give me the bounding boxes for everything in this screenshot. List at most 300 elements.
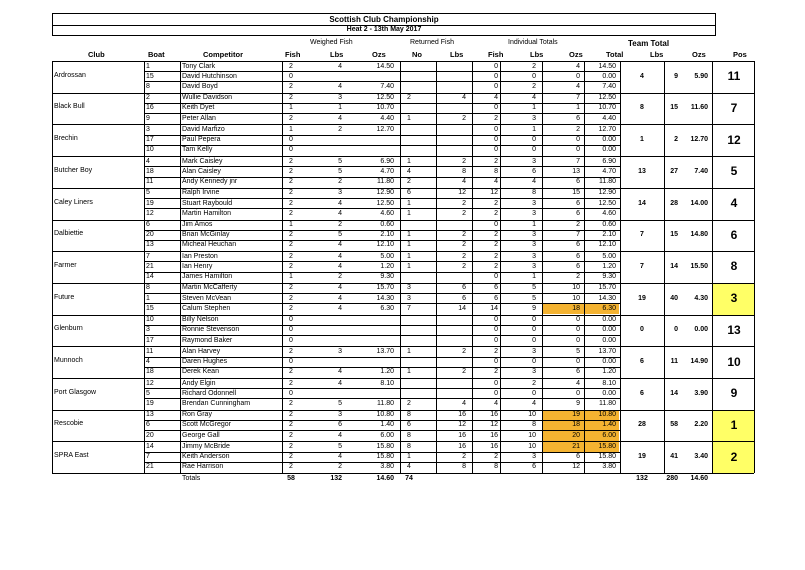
cell-rlbs	[436, 135, 466, 145]
cell-competitor: Mark Caisley	[182, 157, 223, 165]
cell-no	[400, 125, 418, 135]
cell-competitor: Martin Hamilton	[182, 209, 232, 217]
cell-boat: 8	[146, 284, 150, 292]
cell-ilbs: 9	[532, 304, 536, 312]
cell-tozs: 0.00	[602, 389, 616, 397]
group-returned: Returned Fish	[410, 39, 454, 46]
header-club: Club	[88, 50, 105, 59]
cell-lbs	[312, 389, 342, 399]
cell-ozs: 4.40	[380, 114, 394, 122]
cell-competitor: Alan Harvey	[182, 347, 221, 355]
cell-rlbs: 2	[462, 252, 466, 260]
cell-ilbs: 3	[532, 199, 536, 207]
cell-competitor: Steven McVean	[182, 294, 232, 302]
cell-ifish: 0	[494, 146, 498, 154]
cell-rlbs	[436, 325, 466, 335]
cell-no: 4	[407, 167, 411, 175]
position: 13	[727, 322, 741, 337]
club-name: Caley Liners	[54, 198, 93, 206]
cell-boat: 20	[146, 231, 154, 239]
position: 6	[730, 227, 738, 242]
cell-fish: 2	[289, 431, 293, 439]
cell-competitor: Ian Preston	[182, 252, 218, 260]
cell-ilbs: 2	[532, 82, 536, 90]
totals-team-ozs: 14.60	[690, 475, 708, 483]
cell-lbs	[312, 315, 342, 325]
cell-ozs: 4.70	[380, 167, 394, 175]
cell-boat: 7	[146, 252, 150, 260]
cell-rlbs	[436, 379, 466, 389]
team-total-lbs: 2	[674, 136, 678, 144]
cell-ozs: 12.90	[376, 189, 394, 197]
cell-competitor: Paul Pepera	[182, 136, 221, 144]
cell-tlbs: 9	[576, 399, 580, 407]
cell-competitor: Micheal Heuchan	[182, 241, 237, 249]
cell-rlbs: 16	[458, 411, 466, 419]
cell-tozs: 1.20	[602, 368, 616, 376]
cell-boat: 3	[146, 125, 150, 133]
cell-tozs: 12.10	[598, 241, 616, 249]
cell-boat: 5	[146, 189, 150, 197]
cell-ilbs: 2	[532, 379, 536, 387]
cell-competitor: James Hamilton	[182, 273, 233, 281]
cell-fish: 1	[289, 221, 293, 228]
cell-boat: 13	[146, 411, 154, 419]
cell-tozs: 9.30	[602, 273, 616, 281]
cell-fish: 0	[289, 136, 293, 144]
cell-lbs: 4	[338, 368, 342, 376]
cell-rlbs: 8	[462, 463, 466, 471]
team-total-fish: 8	[640, 104, 644, 112]
cell-ilbs: 1	[532, 221, 536, 228]
cell-fish: 2	[289, 379, 293, 387]
cell-no: 1	[407, 209, 411, 217]
cell-competitor: Brian McGinlay	[182, 231, 230, 239]
cell-ilbs: 0	[532, 316, 536, 324]
club-name: Munnoch	[54, 357, 83, 364]
totals-label: Totals	[182, 475, 201, 483]
column-divider	[500, 61, 501, 473]
cell-ozs: 2.10	[380, 231, 394, 239]
cell-boat: 15	[146, 72, 154, 80]
club-name: Port Glasgow	[54, 388, 97, 396]
cell-ozs: 6.00	[380, 431, 394, 439]
cell-competitor: David Marfizo	[182, 125, 225, 133]
team-total-fish: 4	[640, 72, 644, 80]
cell-rlbs: 4	[462, 178, 466, 185]
cell-competitor: Martin McCafferty	[182, 284, 238, 292]
cell-ilbs: 0	[532, 358, 536, 365]
cell-lbs: 1	[338, 104, 342, 112]
cell-fish: 2	[289, 347, 293, 355]
cell-tlbs: 13	[572, 167, 580, 175]
cell-no	[400, 325, 418, 335]
column-divider	[664, 61, 665, 473]
cell-tlbs: 1	[576, 104, 580, 112]
cell-no: 8	[407, 431, 411, 439]
cell-tozs: 4.60	[602, 209, 616, 217]
cell-tlbs: 7	[576, 231, 580, 239]
cell-boat: 9	[146, 114, 150, 122]
cell-tozs: 5.00	[602, 252, 616, 260]
cell-no: 1	[407, 241, 411, 249]
position: 2	[730, 449, 738, 464]
cell-fish: 2	[289, 304, 293, 312]
club-name: Future	[54, 293, 75, 301]
cell-ifish: 2	[494, 241, 498, 249]
cell-rlbs: 4	[462, 94, 466, 102]
cell-no: 1	[407, 199, 411, 207]
cell-competitor: Raymond Baker	[182, 336, 233, 344]
team-total-ozs: 12.70	[690, 136, 708, 144]
cell-boat: 12	[146, 209, 154, 217]
cell-ifish: 0	[494, 389, 498, 397]
team-total-lbs: 40	[670, 294, 678, 302]
heat-subtitle: Heat 2 - 13th May 2017	[52, 25, 716, 36]
cell-tozs: 0.00	[602, 316, 616, 324]
cell-competitor: Richard Odonnell	[182, 389, 237, 397]
cell-tozs: 14.50	[598, 62, 616, 70]
column-divider	[542, 61, 543, 473]
column-divider	[712, 61, 713, 473]
cell-fish: 0	[289, 358, 293, 365]
cell-lbs: 4	[338, 453, 342, 461]
cell-lbs: 2	[338, 273, 342, 281]
column-divider	[144, 61, 145, 473]
header-returned-lbs: Lbs	[450, 50, 464, 59]
cell-ozs: 1.20	[380, 262, 394, 270]
cell-rlbs: 2	[462, 209, 466, 217]
cell-tlbs: 0	[576, 336, 580, 344]
cell-tozs: 12.50	[598, 199, 616, 207]
cell-tozs: 7.40	[602, 82, 616, 90]
cell-tlbs: 21	[572, 442, 580, 450]
cell-ifish: 12	[490, 421, 498, 429]
cell-tlbs: 18	[572, 421, 580, 429]
cell-lbs: 2	[338, 221, 342, 228]
cell-ifish: 0	[494, 326, 498, 334]
cell-ozs: 0.60	[380, 221, 394, 228]
cell-fish: 0	[289, 316, 293, 324]
header-ind-fish: Fish	[488, 50, 504, 59]
cell-tozs: 4.70	[602, 167, 616, 175]
cell-fish: 2	[289, 178, 293, 185]
cell-ozs	[352, 357, 394, 367]
cell-fish: 2	[289, 442, 293, 450]
cell-rlbs	[436, 220, 466, 230]
cell-tlbs: 0	[576, 358, 580, 365]
cell-tozs: 14.30	[598, 294, 616, 302]
cell-ilbs: 4	[532, 94, 536, 102]
cell-boat: 21	[146, 463, 154, 471]
cell-ozs: 10.80	[376, 411, 394, 419]
cell-lbs: 4	[338, 294, 342, 302]
cell-ilbs: 10	[528, 411, 536, 419]
cell-rlbs: 12	[458, 189, 466, 197]
cell-ilbs: 0	[532, 389, 536, 397]
cell-ifish: 0	[494, 358, 498, 365]
cell-tlbs: 10	[572, 284, 580, 292]
team-total-fish: 6	[640, 389, 644, 397]
cell-boat: 5	[146, 389, 150, 397]
cell-ifish: 16	[490, 431, 498, 439]
cell-ozs: 5.00	[380, 252, 394, 260]
cell-boat: 7	[146, 453, 150, 461]
cell-competitor: Ralph Irvine	[182, 189, 220, 197]
cell-tlbs: 6	[576, 262, 580, 270]
cell-ozs: 1.20	[380, 368, 394, 376]
cell-boat: 14	[146, 273, 154, 281]
cell-no: 1	[407, 368, 411, 376]
cell-tozs: 0.00	[602, 336, 616, 344]
cell-fish: 2	[289, 231, 293, 239]
cell-no: 7	[407, 304, 411, 312]
totals-lbs: 132	[330, 475, 342, 483]
cell-competitor: Derek Kean	[182, 368, 219, 376]
team-total-ozs: 14.90	[690, 358, 708, 365]
cell-fish: 2	[289, 262, 293, 270]
team-total-fish: 28	[638, 421, 646, 429]
cell-ifish: 2	[494, 262, 498, 270]
cell-no	[400, 272, 418, 282]
cell-tlbs: 6	[576, 241, 580, 249]
position: 9	[730, 386, 738, 401]
header-fish: Fish	[285, 50, 301, 59]
cell-ilbs: 2	[532, 62, 536, 70]
column-divider	[472, 61, 473, 473]
cell-fish: 2	[289, 94, 293, 102]
cell-rlbs: 16	[458, 442, 466, 450]
cell-ifish: 0	[494, 104, 498, 112]
cell-rlbs	[436, 336, 466, 346]
cell-tlbs: 0	[576, 316, 580, 324]
cell-ilbs: 0	[532, 136, 536, 144]
cell-tlbs: 4	[576, 379, 580, 387]
header-team-ozs: Ozs	[692, 50, 706, 59]
cell-tozs: 6.90	[602, 157, 616, 165]
cell-lbs: 5	[338, 167, 342, 175]
cell-competitor: Calum Stephen	[182, 304, 231, 312]
cell-ifish: 2	[494, 209, 498, 217]
cell-boat: 19	[146, 199, 154, 207]
cell-boat: 4	[146, 157, 150, 165]
club-name: Glenburn	[54, 325, 83, 333]
cell-ifish: 2	[494, 368, 498, 376]
cell-no	[400, 315, 418, 325]
cell-ilbs: 4	[532, 399, 536, 407]
team-total-ozs: 15.50	[690, 262, 708, 270]
cell-competitor: Jimmy McBride	[182, 442, 230, 450]
cell-tozs: 6.30	[602, 304, 616, 312]
cell-boat: 10	[146, 316, 154, 324]
cell-boat: 2	[146, 94, 150, 102]
cell-ozs	[352, 336, 394, 346]
team-total-lbs: 11	[670, 358, 678, 365]
team-total-fish: 1	[640, 136, 644, 144]
cell-lbs: 4	[338, 431, 342, 439]
group-team: Team Total	[628, 39, 670, 48]
header-no: No	[412, 50, 422, 59]
cell-fish: 1	[289, 273, 293, 281]
cell-tlbs: 6	[576, 114, 580, 122]
cell-ilbs: 1	[532, 125, 536, 133]
cell-ilbs: 1	[532, 104, 536, 112]
cell-boat: 19	[146, 399, 154, 407]
cell-fish: 2	[289, 421, 293, 429]
cell-lbs: 4	[338, 241, 342, 249]
cell-lbs: 5	[338, 442, 342, 450]
cell-no	[400, 379, 418, 389]
cell-competitor: Andy Elgin	[182, 379, 216, 387]
cell-no: 1	[407, 347, 411, 355]
cell-tlbs: 7	[576, 94, 580, 102]
cell-ifish: 8	[494, 167, 498, 175]
cell-ifish: 2	[494, 114, 498, 122]
cell-ozs	[352, 72, 394, 82]
cell-tlbs: 6	[576, 368, 580, 376]
cell-ilbs: 3	[532, 252, 536, 260]
cell-rlbs: 4	[462, 399, 466, 407]
cell-competitor: David Boyd	[182, 82, 218, 90]
cell-lbs: 3	[338, 411, 342, 419]
cell-lbs: 4	[338, 252, 342, 260]
cell-rlbs: 2	[462, 157, 466, 165]
cell-lbs	[312, 325, 342, 335]
cell-ozs: 14.50	[376, 62, 394, 70]
team-total-lbs: 15	[670, 231, 678, 239]
cell-lbs	[312, 336, 342, 346]
cell-boat: 1	[146, 294, 150, 302]
cell-rlbs: 2	[462, 453, 466, 461]
cell-lbs: 3	[338, 94, 342, 102]
totals-ozs: 14.60	[376, 475, 394, 483]
cell-tlbs: 0	[576, 389, 580, 397]
cell-no: 1	[407, 157, 411, 165]
cell-tlbs: 10	[572, 294, 580, 302]
position: 1	[730, 417, 738, 432]
cell-ozs	[352, 315, 394, 325]
cell-ifish: 4	[494, 94, 498, 102]
cell-ilbs: 1	[532, 273, 536, 281]
cell-boat: 20	[146, 431, 154, 439]
cell-ozs: 15.80	[376, 442, 394, 450]
cell-tlbs: 18	[572, 304, 580, 312]
cell-ifish: 6	[494, 294, 498, 302]
team-total-lbs: 28	[670, 199, 678, 207]
cell-ozs: 15.70	[376, 284, 394, 292]
team-total-ozs: 7.40	[694, 167, 708, 175]
cell-ifish: 2	[494, 199, 498, 207]
cell-rlbs: 6	[462, 284, 466, 292]
cell-tozs: 12.70	[598, 125, 616, 133]
team-total-ozs: 4.30	[694, 294, 708, 302]
cell-lbs: 4	[338, 82, 342, 90]
cell-ilbs: 0	[532, 326, 536, 334]
cell-fish: 2	[289, 241, 293, 249]
cell-tozs: 1.20	[602, 262, 616, 270]
cell-fish: 2	[289, 199, 293, 207]
cell-ilbs: 8	[532, 189, 536, 197]
cell-tlbs: 6	[576, 453, 580, 461]
cell-tozs: 10.70	[598, 104, 616, 112]
cell-no: 8	[407, 442, 411, 450]
cell-boat: 15	[146, 304, 154, 312]
cell-rlbs: 14	[458, 304, 466, 312]
cell-tlbs: 2	[576, 125, 580, 133]
cell-no	[400, 336, 418, 346]
cell-lbs: 3	[338, 189, 342, 197]
totals-team-total: 132	[636, 475, 648, 483]
position: 3	[730, 291, 738, 306]
cell-ozs: 11.80	[377, 399, 394, 407]
cell-competitor: Keith Dyet	[182, 104, 215, 112]
club-name: Rescobie	[54, 420, 84, 428]
cell-fish: 0	[289, 326, 293, 334]
column-divider	[620, 61, 621, 473]
cell-lbs: 6	[338, 421, 342, 429]
cell-competitor: Jim Amos	[182, 221, 213, 228]
cell-fish: 1	[289, 125, 293, 133]
cell-ifish: 12	[490, 189, 498, 197]
cell-fish: 2	[289, 284, 293, 292]
cell-fish: 0	[289, 336, 293, 344]
cell-fish: 2	[289, 209, 293, 217]
cell-boat: 6	[146, 421, 150, 429]
column-divider	[400, 61, 401, 473]
cell-rlbs: 8	[462, 167, 466, 175]
cell-ozs	[352, 325, 394, 335]
cell-ifish: 0	[494, 136, 498, 144]
cell-competitor: Peter Allan	[182, 114, 216, 122]
cell-tozs: 15.80	[598, 453, 616, 461]
cell-fish: 0	[289, 389, 293, 397]
cell-tozs: 11.80	[599, 178, 616, 185]
team-total-lbs: 15	[670, 104, 678, 112]
cell-tozs: 0.00	[602, 358, 616, 365]
team-total-ozs: 3.90	[694, 389, 708, 397]
cell-tlbs: 2	[576, 273, 580, 281]
cell-ozs: 15.80	[376, 453, 394, 461]
cell-ilbs: 3	[532, 453, 536, 461]
cell-ifish: 0	[494, 72, 498, 80]
cell-rlbs: 6	[462, 294, 466, 302]
cell-fish: 2	[289, 399, 293, 407]
cell-ilbs: 0	[532, 146, 536, 154]
cell-ozs: 12.50	[376, 94, 394, 102]
position: 7	[730, 100, 738, 115]
cell-tlbs: 15	[572, 189, 580, 197]
club-name: Ardrossan	[54, 71, 86, 79]
cell-rlbs	[436, 389, 466, 399]
cell-lbs: 2	[338, 178, 342, 185]
team-total-fish: 7	[640, 262, 644, 270]
cell-tlbs: 19	[572, 411, 580, 419]
cell-lbs: 4	[338, 209, 342, 217]
column-divider	[754, 61, 755, 473]
column-divider	[584, 61, 585, 473]
cell-competitor: Ian Henry	[182, 262, 213, 270]
cell-no: 3	[407, 284, 411, 292]
cell-lbs: 3	[338, 347, 342, 355]
cell-lbs: 4	[338, 284, 342, 292]
cell-ilbs: 4	[532, 178, 536, 185]
header-ind-ozs: Ozs	[569, 50, 583, 59]
cell-no: 6	[407, 189, 411, 197]
cell-tlbs: 6	[576, 199, 580, 207]
cell-no: 1	[407, 453, 411, 461]
cell-rlbs: 12	[458, 421, 466, 429]
header-ozs: Ozs	[372, 50, 386, 59]
